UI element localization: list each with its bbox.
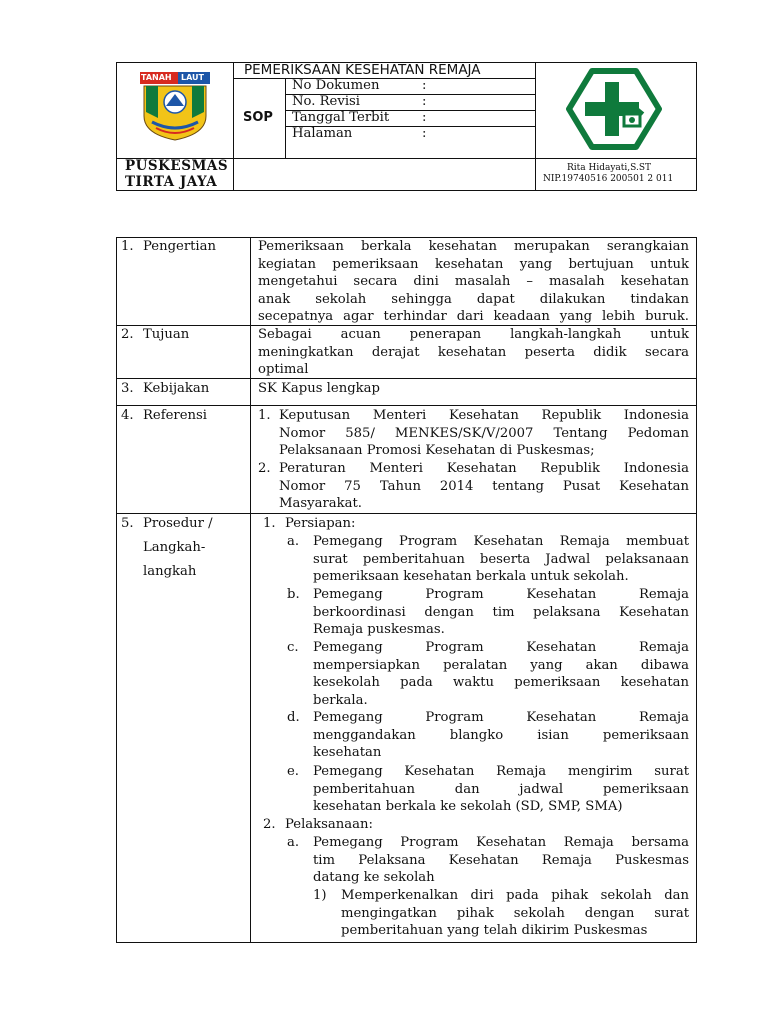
step-item-letter: b. [287, 587, 300, 602]
step-item: Pemegang Program Kesehatan Remaja bersama tim Pelaksana Kesehatan Remaja Puskesmas datang ke sekolah [313, 835, 689, 886]
kebijakan-text: SK Kapus lengkap [258, 381, 380, 396]
step-item: Pemegang Program Kesehatan Remaja mempersiapkan peralatan yang akan dibawa kesekolah pada waktu pemeriksaan kesehatan berkala. [313, 640, 689, 708]
sop-label: SOP [243, 110, 273, 125]
row-number: 4. [121, 408, 134, 423]
step-item-letter: c. [287, 640, 299, 655]
row-number: 5. [121, 516, 134, 531]
meta-no-revisi: No. Revisi [292, 94, 361, 109]
org-name-line2: TIRTA JAYA [125, 174, 218, 190]
step-title: Pelaksanaan: [285, 817, 373, 832]
pengertian-text: Pemeriksaan berkala kesehatan merupakan serangkaian kegiatan pemeriksaan kesehatan yang bertujuan untuk mengetahui secara dini masalah – masalah kesehatan anak sekolah sehingga dapat dilakukan tindakan secepatnya agar terhindar dari keadaan yang lebih buruk. [258, 239, 689, 325]
document-title: PEMERIKSAAN KESEHATAN REMAJA [244, 62, 481, 78]
signer-name: Rita Hidayati,S.ST [567, 163, 652, 173]
meta-sep: : [422, 78, 427, 93]
step-title: Persiapan: [285, 516, 356, 531]
sub-item: Memperkenalkan diri pada pihak sekolah dan mengingatkan pihak sekolah dengan surat pemberitahuan yang telah dikirim Puskesmas [341, 888, 689, 939]
referensi-item-number: 1. [258, 408, 271, 423]
step-item-letter: a. [287, 534, 300, 549]
row-label: langkah [143, 564, 197, 579]
meta-sep: : [422, 110, 427, 125]
meta-halaman: Halaman [292, 126, 353, 141]
row-label: Referensi [143, 408, 208, 423]
meta-sep: : [422, 94, 427, 109]
step-item: Pemegang Kesehatan Remaja mengirim surat pemberitahuan dan jadwal pemeriksaan kesehatan berkala ke sekolah (SD, SMP, SMA) [313, 764, 689, 815]
row-label: Tujuan [143, 327, 190, 342]
referensi-item-1: Keputusan Menteri Kesehatan Republik Indonesia Nomor 585/ MENKES/SK/V/2007 Tentang Pedoman Pelaksanaan Promosi Kesehatan di Puskesmas; [279, 408, 689, 459]
step-item-letter: e. [287, 764, 299, 779]
step-number: 2. [263, 817, 276, 832]
step-item: Pemegang Program Kesehatan Remaja membuat surat pemberitahuan beserta Jadwal pelaksanaan pemeriksaan kesehatan berkala untuk sekolah. [313, 534, 689, 585]
row-number: 3. [121, 381, 134, 396]
row-label: Kebijakan [143, 381, 210, 396]
referensi-item-2: Peraturan Menteri Kesehatan Republik Indonesia Nomor 75 Tahun 2014 tentang Pusat Kesehatan Masyarakat. [279, 461, 689, 512]
step-item-letter: a. [287, 835, 300, 850]
meta-sep: : [422, 126, 427, 141]
step-number: 1. [263, 516, 276, 531]
logo-banner-right: LAUT [181, 73, 204, 82]
logo-banner-left: TANAH [141, 73, 172, 82]
step-item-letter: d. [287, 710, 300, 725]
step-item: Pemegang Program Kesehatan Remaja berkoordinasi dengan tim pelaksana Kesehatan Remaja puskesmas. [313, 587, 689, 638]
row-number: 1. [121, 239, 134, 254]
row-number: 2. [121, 327, 134, 342]
sub-item-number: 1) [313, 888, 327, 903]
tujuan-text: Sebagai acuan penerapan langkah-langkah untuk meningkatkan derajat kesehatan peserta didik secara optimal [258, 327, 689, 378]
row-label: Prosedur / [143, 516, 213, 531]
meta-tanggal-terbit: Tanggal Terbit [292, 110, 390, 125]
step-item: Pemegang Program Kesehatan Remaja menggandakan blangko isian pemeriksaan kesehatan [313, 710, 689, 761]
signer-nip: NIP.19740516 200501 2 011 [543, 174, 674, 184]
meta-no-dokumen: No Dokumen [292, 78, 380, 93]
puskesmas-logo-icon [566, 68, 662, 150]
org-name-line1: PUSKESMAS [125, 158, 229, 174]
referensi-item-number: 2. [258, 461, 271, 476]
row-label: Langkah- [143, 540, 206, 555]
row-label: Pengertian [143, 239, 217, 254]
